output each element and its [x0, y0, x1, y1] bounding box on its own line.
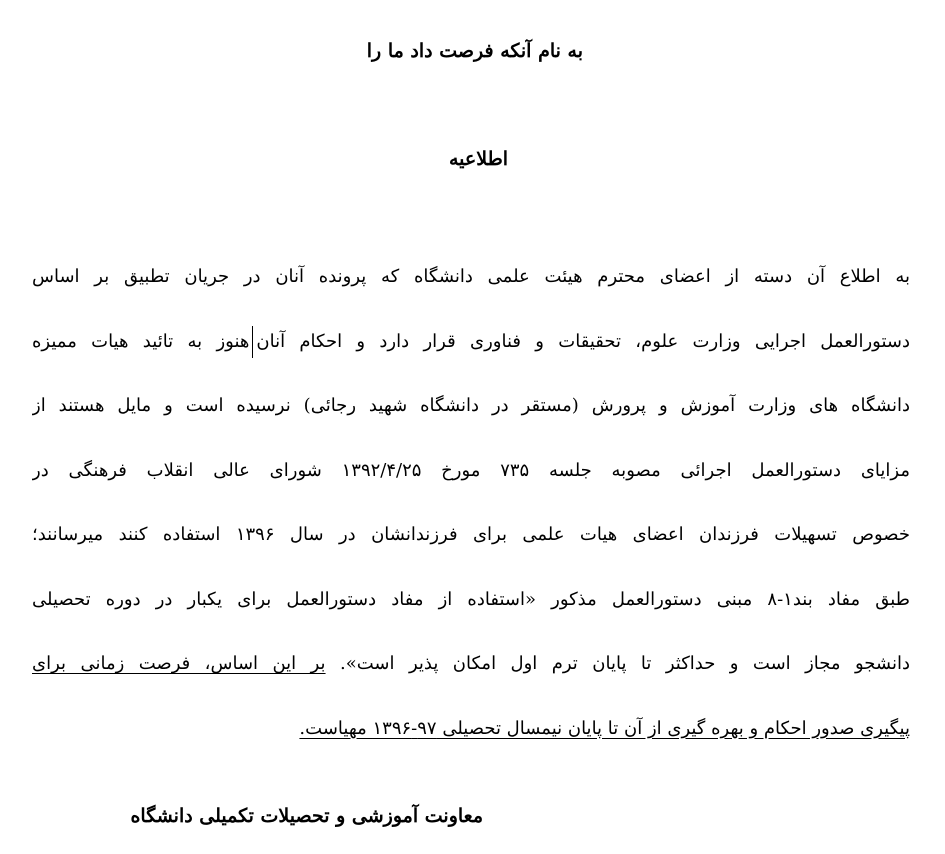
- text-cursor: [252, 326, 253, 358]
- body-line-5-text: خصوص تسهیلات فرزندان اعضای هیات علمی برای فرزندانشان در سال ۱۳۹۶ استفاده کنند میرسانند؛: [32, 524, 910, 545]
- body-line-1: [32, 257, 910, 322]
- body-line-3: [32, 386, 910, 451]
- body-line-8: [32, 709, 910, 774]
- body-line-4: [32, 451, 910, 516]
- body-line-5: [32, 515, 910, 580]
- body-line-2-text-a: دستورالعمل اجرایی وزارت علوم، تحقیقات و فناوری قرار دارد و احکام آنان: [256, 330, 910, 352]
- announcement-title: اطلاعیه: [449, 148, 508, 170]
- body-line-4-text: مزایای دستورالعمل اجرائی مصوبه جلسه ۷۳۵ مورخ ۱۳۹۲/۴/۲۵ شورای عالی انقلاب فرهنگی در: [32, 459, 910, 481]
- body-line-7-underlined: بر این اساس، فرصت زمانی برای: [32, 653, 326, 674]
- body-line-6: [32, 580, 910, 645]
- body-line-7-text: دانشجو مجاز است و حداکثر تا پایان ترم اول امکان پذیر است».: [340, 653, 910, 674]
- body-line-7: [32, 644, 910, 709]
- announcement-body: [32, 257, 910, 773]
- body-line-8-underlined: پیگیری صدور احکام و بهره گیری از آن تا پایان نیمسال تحصیلی ۹۷-۱۳۹۶ مهیاست.: [299, 717, 910, 739]
- body-line-6-text: طبق مفاد بند۱-۸ مبنی دستورالعمل مذکور «استفاده از مفاد دستورالعمل برای یکبار در دوره تحصیلی: [32, 588, 910, 610]
- body-line-2: [32, 322, 910, 387]
- body-line-2-text-b: هنوز به تائید هیات ممیزه: [32, 330, 250, 352]
- body-line-1-text: به اطلاع آن دسته از اعضای محترم هیئت علمی دانشگاه که پرونده آنان در جریان تطبیق بر اساس: [32, 266, 910, 287]
- invocation-heading: به نام آنکه فرصت داد ما را: [366, 40, 583, 62]
- body-line-3-text: دانشگاه های وزارت آموزش و پرورش (مستقر در دانشگاه شهید رجائی) نرسیده است و مایل هستند از: [32, 395, 910, 416]
- signature-office: معاونت آموزشی و تحصیلات تکمیلی دانشگاه: [130, 805, 483, 827]
